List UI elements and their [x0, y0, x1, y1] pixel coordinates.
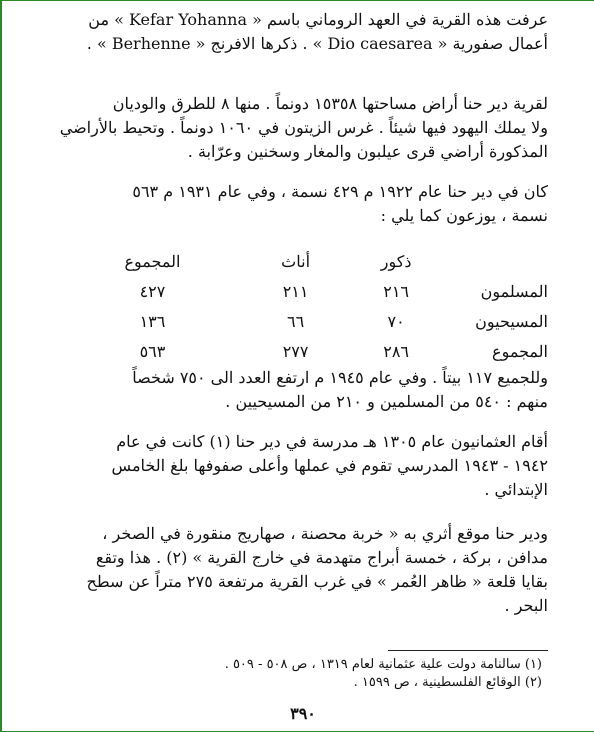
text-line: لقرية دير حنا أراض مساحتها ١٥٣٥٨ دونماً . منها ٨ للطرق والوديان: [112, 94, 548, 113]
table-header-cell: [448, 246, 548, 276]
paragraph-houses: [58, 366, 548, 414]
text-line: أعمال صفورية « Dio caesarea » . ذكرها الافرنج « Berhenne » .: [86, 34, 548, 53]
text-line: المذكورة أراضي قرى عيلبون والمغار وسخنين وعرّابة .: [187, 142, 548, 161]
text-line: منهم : ٥٤٠ من المسلمين و ٢١٠ من المسيحيين .: [225, 392, 548, 411]
table-row: [58, 336, 548, 366]
text-line: كان في دير حنا عام ١٩٢٢ م ٤٢٩ نسمة ، وفي عام ١٩٣١ م ٥٦٣: [132, 182, 548, 201]
table-header-cell: ذكور: [380, 251, 412, 271]
table-header-row: [58, 246, 548, 276]
table-cell: ١٣٦: [139, 311, 166, 331]
table-cell: ٢٧٧: [282, 341, 309, 361]
text-line: مدافن ، بركة ، خمسة أبراج متهدمة في خارج القرية » (٢) . هذا وتقع: [95, 548, 548, 567]
table-cell: ٢٨٦: [383, 341, 410, 361]
table-cell: ٦٦: [287, 311, 305, 331]
footnote: (١) سالنامة دولت علية عثمانية لعام ١٣١٩ ، ص ٥٠٨ - ٥٠٩ .: [224, 657, 542, 672]
table-header-cell: أناث: [281, 251, 311, 271]
table-cell: ٢١٦: [383, 281, 410, 301]
table-cell: ٢١١: [282, 281, 309, 301]
table-cell: المسيحيون: [475, 311, 548, 331]
population-table: [58, 246, 548, 366]
text-line: ولا يملك اليهود فيها شيئاً . غرس الزيتون في ١٠٦٠ دونماً . وتحيط بالأراضي: [59, 118, 548, 137]
table-cell: ٧٠: [387, 311, 405, 331]
footnotes: [72, 656, 542, 692]
footnote: (٢) الوقائع الفلسطينية ، ص ١٥٩٩ .: [353, 675, 542, 690]
text-line: أقام العثمانيون عام ١٣٠٥ هـ مدرسة في دير حنا (١) كانت في عام: [116, 432, 548, 451]
text-line: البحر .: [504, 596, 548, 615]
paragraph-archaeology: [58, 522, 548, 618]
table-row: [58, 276, 548, 306]
text-line: الإبتدائي .: [484, 480, 548, 499]
paragraph-school: [58, 430, 548, 502]
text-line: بقايا قلعة « ظاهر العُمر » في غرب القرية مرتفعة ٢٧٥ متراً عن سطح: [86, 572, 548, 591]
paragraph-land: [58, 92, 548, 164]
paragraph-history: [58, 8, 548, 56]
text-line: عرفت هذه القرية في العهد الروماني باسم « Kefar Yohanna » من: [88, 10, 548, 29]
table-cell: ٥٦٣: [139, 341, 166, 361]
text-line: ودير حنا موقع أثري به « خربة محصنة ، صهاريج منقورة في الصخر ،: [102, 524, 548, 543]
table-row: [58, 306, 548, 336]
paragraph-population: [58, 180, 548, 228]
text-line: وللجميع ١١٧ بيتاً . وفي عام ١٩٤٥ م ارتفع العدد الى ٧٥٠ شخصاً: [132, 368, 548, 387]
footnote-divider: [388, 650, 548, 651]
table-cell: المسلمون: [480, 281, 548, 301]
text-line: ١٩٤٢ - ١٩٤٣ المدرسي تقوم في عملها وأعلى صفوفها بلغ الخامس: [111, 456, 548, 475]
table-cell: ٤٢٧: [139, 281, 166, 301]
table-header-cell: المجموع: [124, 251, 181, 271]
table-cell: المجموع: [492, 341, 548, 361]
text-line: نسمة ، يوزعون كما يلي :: [380, 206, 548, 225]
page-number: ٣٩٠: [290, 704, 316, 723]
